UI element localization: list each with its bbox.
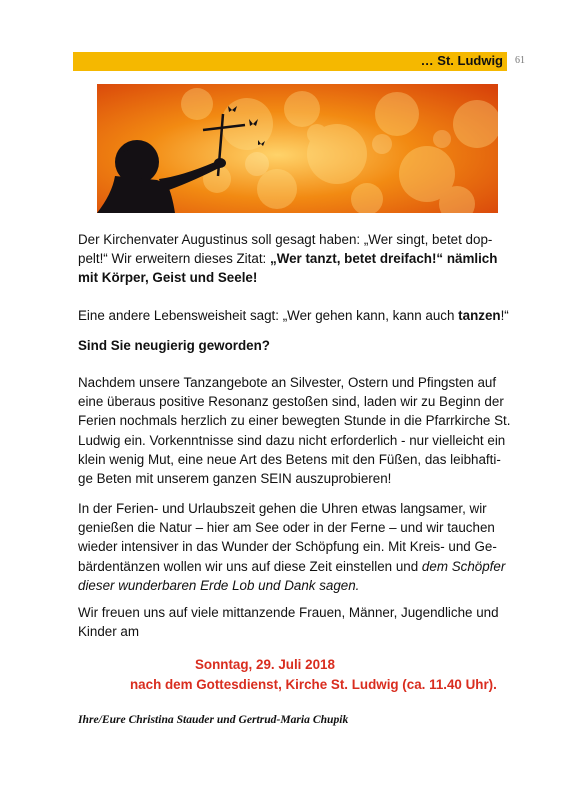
paragraph-closing: [78, 603, 518, 641]
text-line: Nachdem unsere Tanzangebote an Silvester, Ostern und Pfingsten auf: [78, 375, 497, 390]
text-line: ge Beten mit unserem ganzen SEIN auszuprobieren!: [78, 471, 392, 487]
heading-text: Sind Sie neugierig geworden?: [78, 338, 270, 353]
text-line: genießen die Natur – hier am See oder in der Ferne – und wir tauchen: [78, 520, 495, 536]
text-line: [78, 249, 518, 268]
bold-word: tanzen: [458, 308, 501, 323]
text-run: !“: [500, 308, 509, 323]
signature: Ihre/Eure Christina Stauder und Gertrud-Maria Chupik: [78, 713, 349, 726]
text-line: klein wenig Mut, eine neue Art des Betens mit den Füßen, das leibhafti-: [78, 451, 501, 467]
text-line: eine überaus positive Resonanz gestoßen sind, laden wir zu Beginn der: [78, 394, 504, 410]
header-bar: [73, 52, 507, 71]
event-date: Sonntag, 29. Juli 2018: [195, 657, 335, 672]
banner-image: [97, 84, 498, 213]
paragraph-intro: [78, 230, 518, 288]
text-line: Ferien nochmals herzlich zu einer bewegten Stunde in die Pfarrkirche St.: [78, 413, 511, 429]
text-run: pelt!“ Wir erweitern dieses Zitat:: [78, 251, 270, 267]
italic-text: dieser wunderbaren Erde Lob und Dank sagen.: [78, 577, 360, 593]
text-line: Ludwig ein. Vorkenntnisse sind dazu nicht erforderlich - nur vielleicht ein: [78, 432, 506, 448]
text-line: Der Kirchenvater Augustinus soll gesagt haben: „Wer singt, betet dop-: [78, 232, 493, 247]
text-line: Kinder am: [78, 624, 140, 640]
page-number: 61: [515, 55, 525, 66]
paragraph-invitation: [78, 373, 518, 488]
paragraph-wisdom: [78, 306, 518, 325]
text-line: wieder intensiver in das Wunder der Schöpfung ein. Mit Kreis- und Ge-: [78, 539, 497, 555]
section-heading: [78, 336, 518, 355]
text-line: Wir freuen uns auf viele mittanzende Frauen, Männer, Jugendliche und: [78, 605, 499, 620]
header-title: … St. Ludwig: [420, 53, 503, 68]
text-line: [78, 557, 518, 576]
bold-quote: „Wer tanzt, betet dreifach!“ nämlich: [270, 251, 498, 267]
text-line: In der Ferien- und Urlaubszeit gehen die Uhren etwas langsamer, wir: [78, 501, 487, 516]
text-line: [78, 576, 518, 595]
italic-text: dem Schöpfer: [421, 558, 506, 574]
bold-text: mit Körper, Geist und Seele!: [78, 270, 258, 286]
text-run: bärdentänzen wollen wir uns auf diese Zeit einstellen und: [78, 558, 422, 574]
event-details: nach dem Gottesdienst, Kirche St. Ludwig (ca. 11.40 Uhr).: [130, 677, 497, 692]
banner-illustration: [97, 84, 498, 213]
text-line: [78, 268, 518, 287]
text-run: Eine andere Lebensweisheit sagt: „Wer gehen kann, kann auch: [78, 308, 459, 323]
paragraph-holiday: [78, 499, 518, 595]
